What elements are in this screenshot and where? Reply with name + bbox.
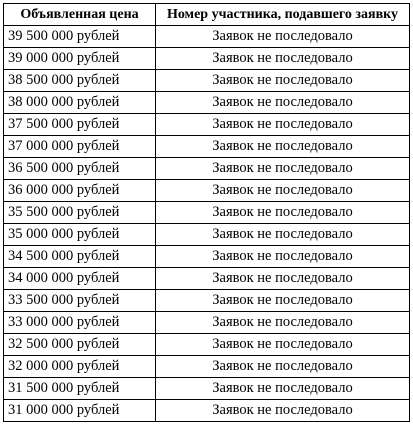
announced-price-cell: 35 000 000 рублей xyxy=(4,224,156,246)
participant-bid-cell: Заявок не последовало xyxy=(156,312,410,334)
table-row xyxy=(4,312,410,334)
announced-price-cell: 39 000 000 рублей xyxy=(4,48,156,70)
table-row xyxy=(4,180,410,202)
participant-bid-cell: Заявок не последовало xyxy=(156,136,410,158)
participant-bid-cell: Заявок не последовало xyxy=(156,400,410,422)
header-row xyxy=(4,4,410,26)
bids-table xyxy=(3,3,410,422)
announced-price-cell: 33 000 000 рублей xyxy=(4,312,156,334)
table-row xyxy=(4,114,410,136)
participant-bid-cell: Заявок не последовало xyxy=(156,202,410,224)
table-row xyxy=(4,290,410,312)
table-row xyxy=(4,158,410,180)
table-row xyxy=(4,246,410,268)
announced-price-cell: 37 000 000 рублей xyxy=(4,136,156,158)
participant-bid-cell: Заявок не последовало xyxy=(156,158,410,180)
table-row xyxy=(4,26,410,48)
participant-bid-cell: Заявок не последовало xyxy=(156,378,410,400)
announced-price-cell: 32 000 000 рублей xyxy=(4,356,156,378)
participant-bid-cell: Заявок не последовало xyxy=(156,356,410,378)
announced-price-cell: 31 500 000 рублей xyxy=(4,378,156,400)
table-row xyxy=(4,92,410,114)
announced-price-cell: 34 500 000 рублей xyxy=(4,246,156,268)
column-header-participant: Номер участника, подавшего заявку xyxy=(156,4,410,26)
participant-bid-cell: Заявок не последовало xyxy=(156,70,410,92)
table-row xyxy=(4,70,410,92)
participant-bid-cell: Заявок не последовало xyxy=(156,26,410,48)
announced-price-cell: 31 000 000 рублей xyxy=(4,400,156,422)
table-row xyxy=(4,48,410,70)
bids-table-container xyxy=(3,3,409,422)
announced-price-cell: 36 500 000 рублей xyxy=(4,158,156,180)
column-header-price: Объявленная цена xyxy=(4,4,156,26)
participant-bid-cell: Заявок не последовало xyxy=(156,268,410,290)
participant-bid-cell: Заявок не последовало xyxy=(156,92,410,114)
announced-price-cell: 38 000 000 рублей xyxy=(4,92,156,114)
announced-price-cell: 37 500 000 рублей xyxy=(4,114,156,136)
table-row xyxy=(4,224,410,246)
table-row xyxy=(4,378,410,400)
participant-bid-cell: Заявок не последовало xyxy=(156,180,410,202)
participant-bid-cell: Заявок не последовало xyxy=(156,224,410,246)
table-header xyxy=(4,4,410,26)
participant-bid-cell: Заявок не последовало xyxy=(156,48,410,70)
table-row xyxy=(4,400,410,422)
announced-price-cell: 34 000 000 рублей xyxy=(4,268,156,290)
participant-bid-cell: Заявок не последовало xyxy=(156,334,410,356)
announced-price-cell: 39 500 000 рублей xyxy=(4,26,156,48)
participant-bid-cell: Заявок не последовало xyxy=(156,246,410,268)
table-row xyxy=(4,202,410,224)
announced-price-cell: 36 000 000 рублей xyxy=(4,180,156,202)
table-row xyxy=(4,334,410,356)
announced-price-cell: 33 500 000 рублей xyxy=(4,290,156,312)
announced-price-cell: 35 500 000 рублей xyxy=(4,202,156,224)
table-row xyxy=(4,136,410,158)
participant-bid-cell: Заявок не последовало xyxy=(156,114,410,136)
table-row xyxy=(4,356,410,378)
table-body xyxy=(4,26,410,422)
participant-bid-cell: Заявок не последовало xyxy=(156,290,410,312)
announced-price-cell: 32 500 000 рублей xyxy=(4,334,156,356)
announced-price-cell: 38 500 000 рублей xyxy=(4,70,156,92)
table-row xyxy=(4,268,410,290)
